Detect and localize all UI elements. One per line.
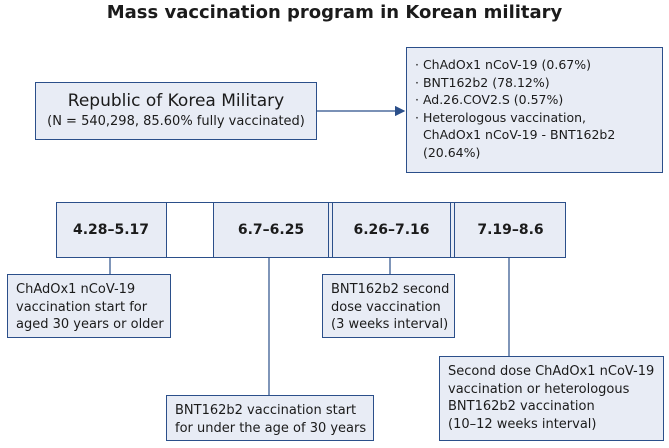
military-box (35, 82, 317, 140)
military-stats: (N = 540,298, 85.60% fully vaccinated) (47, 114, 305, 129)
vaccine-item-heterologous: · Heterologous vaccination, ChAdOx1 nCoV-19 - BNT162b2 (20.64%) (415, 109, 616, 160)
period-1: 4.28–5.17 (72, 222, 150, 238)
note-second-dose: Second dose ChAdOx1 nCoV-19 vaccination or heterologous BNT162b2 vaccination (10–12 weeks interval) (439, 356, 664, 441)
note-bnt-under30: BNT162b2 vaccination start for under the age of 30 years (166, 395, 374, 441)
note-chadox-start: ChAdOx1 nCoV-19 vaccination start for aged 30 years or older (7, 274, 171, 338)
timeline-divider-5 (450, 202, 451, 258)
vaccine-item-ad26: · Ad.26.COV2.S (0.57%) (415, 92, 564, 107)
military-name: Republic of Korea Military (67, 91, 285, 111)
vaccine-item-bnt: · BNT162b2 (78.12%) (415, 74, 550, 90)
timeline-gap (167, 203, 213, 257)
period-2: 6.7–6.25 (237, 222, 305, 238)
note-bnt-second-dose: BNT162b2 second dose vaccination (3 weeks interval) (322, 274, 455, 338)
timeline-divider-3 (328, 202, 329, 258)
period-4: 7.19–8.6 (477, 222, 544, 238)
vaccine-item-chadox: · ChAdOx1 nCoV-19 (0.67%) (415, 57, 591, 72)
vaccine-list-box (406, 47, 663, 173)
period-3: 6.26–7.16 (353, 222, 430, 238)
diagram-title: Mass vaccination program in Korean military (106, 2, 563, 23)
